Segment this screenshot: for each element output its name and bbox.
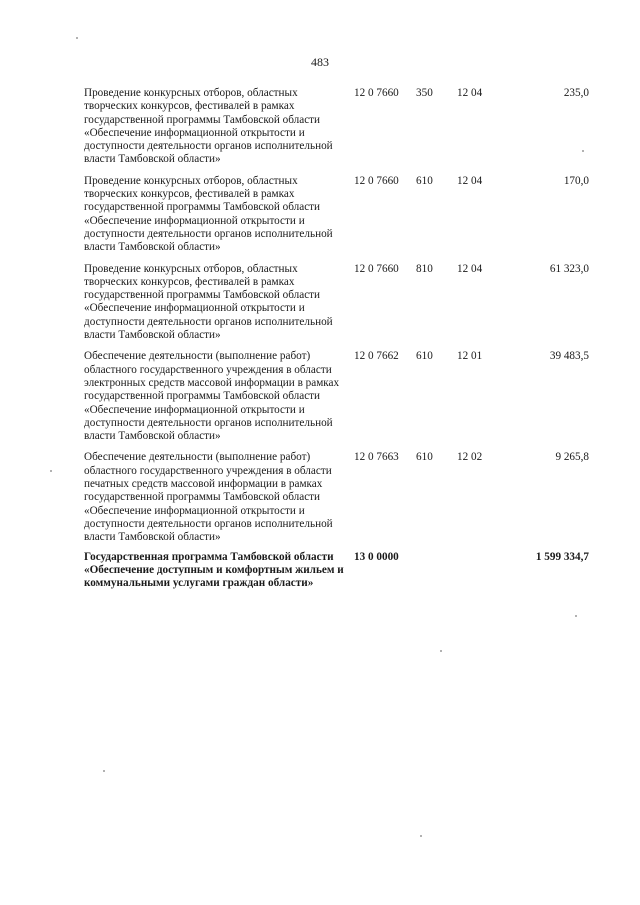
row-section: 12 04	[457, 262, 483, 275]
row-amount: 235,0	[563, 87, 589, 99]
row-amount: 170,0	[563, 174, 589, 187]
scan-speck	[103, 770, 105, 772]
scan-speck	[575, 615, 577, 617]
table-row	[84, 263, 589, 343]
table-row-program-total	[84, 551, 589, 591]
row-section: 12 01	[457, 350, 483, 363]
row-amount: 39 483,5	[549, 350, 589, 363]
row-target-article: 12 0 7662	[354, 350, 399, 363]
row-description: Государственная программа Тамбовской области «Обеспечение доступным и комфортным жильем и коммунальными услугами граждан области»	[84, 550, 344, 590]
row-description: Проведение конкурсных отборов, областных творческих конкурсов, фестивалей в рамках государственной программы Тамбовской области «Обеспечение информационной открытости и доступности деятельности органов исполнительной власти Тамбовской области»	[84, 262, 333, 342]
row-target-article: 12 0 7660	[354, 87, 399, 99]
row-description: Проведение конкурсных отборов, областных творческих конкурсов, фестивалей в рамках государственной программы Тамбовской области «Обеспечение информационной открытости и доступности деятельности органов исполнительной власти Тамбовской области»	[84, 174, 333, 254]
row-amount: 1 599 334,7	[535, 550, 589, 563]
page-number: 483	[311, 55, 329, 69]
row-description: Проведение конкурсных отборов, областных творческих конкурсов, фестивалей в рамках государственной программы Тамбовской области «Обеспечение информационной открытости и доступности деятельности органов исполнительной власти Тамбовской области»	[84, 87, 333, 166]
budget-table	[84, 87, 589, 590]
table-row	[84, 350, 589, 443]
row-description: Обеспечение деятельности (выполнение работ) областного государственного учреждения в области электронных средств массовой информации в рамках государственной программы Тамбовской области «Обеспечение информационной открытости и доступности деятельности органов исполнительной власти Тамбовской области»	[84, 350, 340, 443]
table-row	[84, 175, 589, 255]
row-target-article: 12 0 7660	[354, 174, 399, 187]
row-target-article: 13 0 0000	[354, 550, 399, 563]
row-section: 12 02	[457, 451, 483, 464]
row-expense-type: 610	[416, 451, 433, 464]
row-target-article: 12 0 7663	[354, 451, 399, 464]
row-amount: 61 323,0	[549, 262, 589, 275]
row-amount: 9 265,8	[555, 451, 589, 464]
table-row	[84, 451, 589, 544]
scan-speck	[76, 37, 78, 39]
scan-speck	[420, 835, 422, 837]
scan-speck	[582, 150, 584, 152]
row-expense-type: 610	[416, 350, 433, 363]
row-section: 12 04	[457, 87, 483, 99]
row-target-article: 12 0 7660	[354, 262, 399, 275]
row-expense-type: 350	[416, 87, 433, 99]
row-section: 12 04	[457, 174, 483, 187]
table-row	[84, 87, 589, 167]
row-expense-type: 810	[416, 262, 433, 275]
row-description: Обеспечение деятельности (выполнение работ) областного государственного учреждения в области печатных средств массовой информации в рамках государственной программы Тамбовской области «Обеспечение информационной открытости и доступности деятельности органов исполнительной власти Тамбовской области»	[84, 451, 333, 544]
row-expense-type: 610	[416, 174, 433, 187]
scan-speck	[50, 470, 52, 472]
scan-speck	[440, 650, 442, 652]
